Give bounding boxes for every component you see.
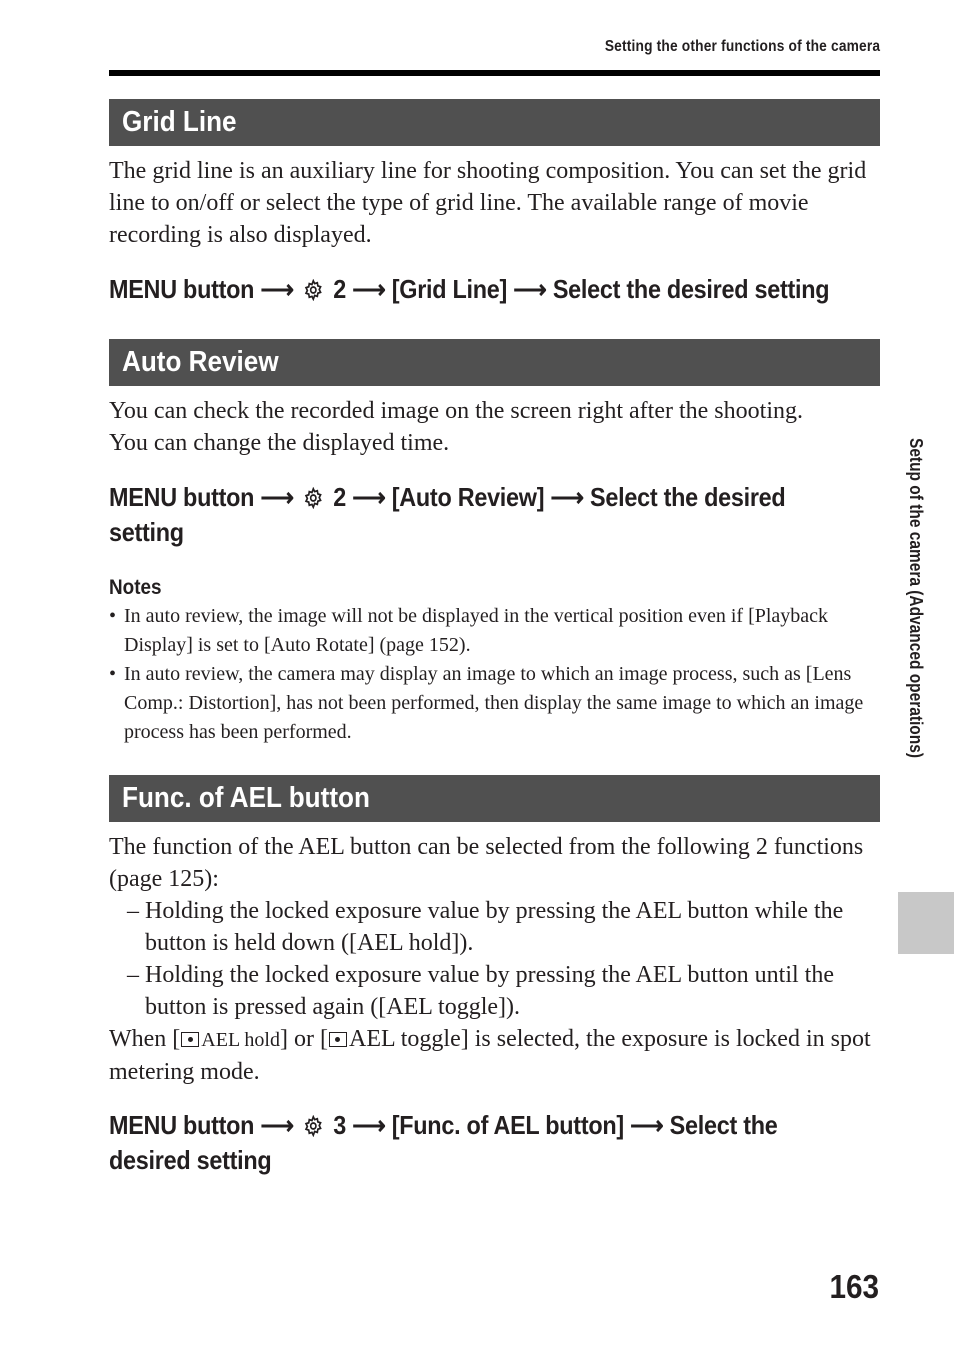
section-heading-ael: [109, 775, 880, 822]
side-chapter-text: Setup of the camera (Advanced operations): [906, 438, 926, 758]
menu-label: MENU button: [109, 274, 255, 304]
menu-item: [Grid Line]: [391, 274, 508, 304]
top-rule: [109, 70, 880, 76]
ael-intro: The function of the AEL button can be selected from the following 2 functions (page 125):: [109, 834, 864, 892]
body-line: You can change the displayed time.: [109, 430, 450, 456]
ael-spot-note: [109, 1023, 880, 1088]
notes-title: Notes: [109, 576, 162, 599]
section-title: Grid Line: [122, 106, 237, 138]
arrow-icon: ⟶: [260, 1110, 294, 1140]
menu-action-continued: desired setting: [109, 1145, 272, 1175]
arrow-icon: ⟶: [352, 482, 386, 512]
auto-review-menu-path: [109, 480, 889, 550]
menu-tab-number: 2: [333, 274, 346, 304]
grid-line-description: The grid line is an auxiliary line for shooting composition. You can set the grid line to on/off or select the type of grid line. The available range of movie recording is also displayed.: [109, 158, 867, 248]
menu-action: Select the desired: [590, 482, 786, 512]
arrow-icon: ⟶: [260, 482, 294, 512]
menu-tab-number: 3: [333, 1110, 346, 1140]
menu-action: Select the: [669, 1110, 778, 1140]
section-heading-auto-review: [109, 339, 880, 386]
grid-line-menu-path: [109, 272, 889, 307]
section-title: Func. of AEL button: [122, 782, 370, 814]
notes-list: [109, 602, 884, 747]
arrow-icon: ⟶: [513, 274, 547, 304]
text-fragment: AEL toggle] is selected, the exposure is locked in spot metering mode.: [109, 1026, 871, 1085]
spot-metering-icon: [329, 1032, 347, 1047]
arrow-icon: ⟶: [260, 274, 294, 304]
auto-review-description: [109, 395, 880, 459]
gear-icon: [304, 1115, 324, 1137]
menu-action: Select the desired setting: [552, 274, 830, 304]
ael-option: – Holding the locked exposure value by pressing the AEL button while the button is held down ([AEL hold]).: [109, 895, 880, 959]
side-chapter-label: [896, 438, 926, 878]
arrow-icon: ⟶: [352, 1110, 386, 1140]
page-number: 163: [829, 1268, 879, 1305]
menu-tab-number: 2: [333, 482, 346, 512]
running-head: Setting the other functions of the camera: [604, 38, 880, 55]
text-fragment: AEL hold: [201, 1029, 280, 1051]
arrow-icon: ⟶: [550, 482, 584, 512]
arrow-icon: ⟶: [352, 274, 386, 304]
section-heading-grid-line: [109, 99, 880, 146]
section-title: Auto Review: [122, 346, 279, 378]
ael-menu-path: [109, 1108, 889, 1178]
menu-label: MENU button: [109, 482, 255, 512]
spot-metering-icon: [181, 1032, 199, 1047]
chapter-tab: [898, 892, 954, 954]
menu-item: [Auto Review]: [391, 482, 545, 512]
body-line: You can check the recorded image on the screen right after the shooting.: [109, 398, 803, 424]
text-fragment: When [: [109, 1026, 181, 1052]
gear-icon: [304, 487, 324, 509]
arrow-icon: ⟶: [630, 1110, 664, 1140]
ael-option: – Holding the locked exposure value by pressing the AEL button until the button is pressed again ([AEL toggle]).: [109, 959, 880, 1023]
ael-options: [109, 895, 880, 1023]
menu-label: MENU button: [109, 1110, 255, 1140]
note-item: • In auto review, the image will not be displayed in the vertical position even if [Playback Display] is set to [Auto Rotate] (page 152).: [109, 602, 884, 660]
menu-item: [Func. of AEL button]: [391, 1110, 624, 1140]
note-item: • In auto review, the camera may display an image to which an image process, such as [Lens Comp.: Distortion], has not been performed, then display the same image to which an image process has been performed.: [109, 660, 884, 747]
menu-action-continued: setting: [109, 517, 184, 547]
ael-description: [109, 831, 880, 1088]
text-fragment: ] or [: [280, 1026, 328, 1052]
gear-icon: [304, 279, 324, 301]
